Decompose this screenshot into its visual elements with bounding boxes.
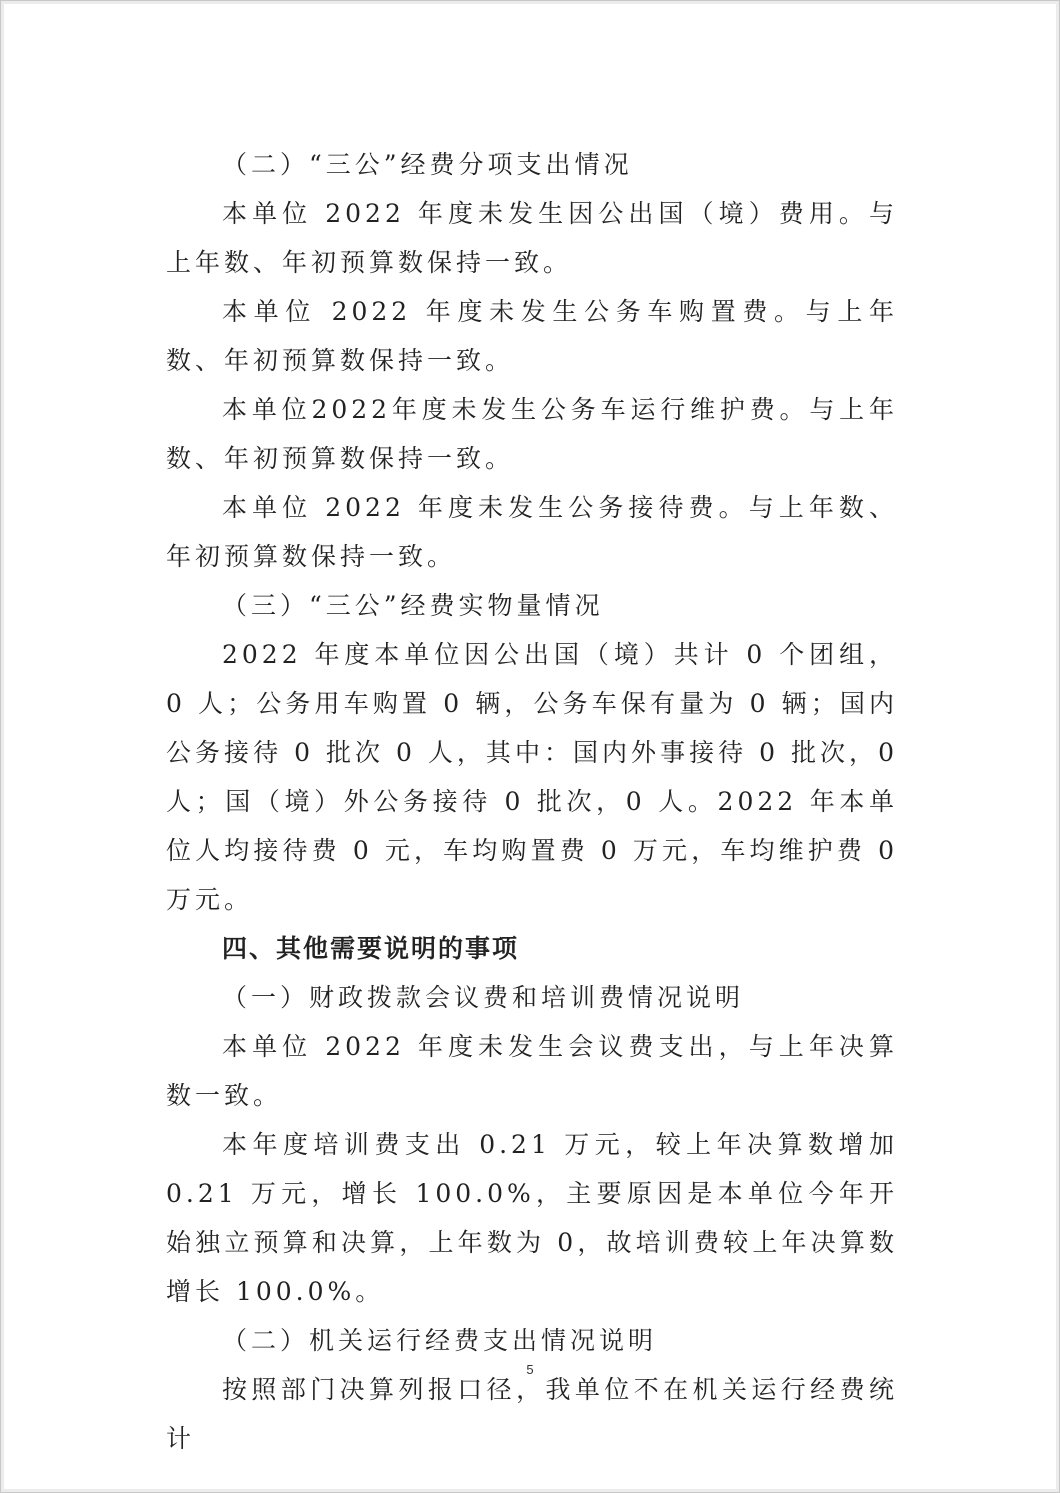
paragraph-vehicle-maintenance: 本单位2022年度未发生公务车运行维护费。与上年数、年初预算数保持一致。 [166,395,898,473]
section-heading-physical-quantity: （三）“三公”经费实物量情况 [222,591,604,620]
paragraph-meeting-fee: 本单位 2022 年度未发生会议费支出，与上年决算数一致。 [166,1032,898,1110]
section-heading-meeting-training: （一）财政拨款会议费和培训费情况说明 [222,983,745,1012]
section-heading-operating-expense: （二）机关运行经费支出情况说明 [222,1326,658,1355]
section-heading-three-public-items: （二）“三公”经费分项支出情况 [222,150,633,179]
paragraph-physical-quantity: 2022 年度本单位因公出国（境）共计 0 个团组，0 人；公务用车购置 0 辆，公务车保有量为 0 辆；国内公务接待 0 批次 0 人，其中：国内外事接待 0 批次，0 人；国（境）外公务接待 0 批次，0 人。2022 年本单位人均接待费 0 元，车均购置费 0 万元，车均维护费 0 万元。 [166,640,898,914]
document-body [166,140,898,1463]
page-number: 5 [526,1362,534,1377]
paragraph-vehicle-purchase: 本单位 2022 年度未发生公务车购置费。与上年数、年初预算数保持一致。 [166,297,898,375]
paragraph-official-reception: 本单位 2022 年度未发生公务接待费。与上年数、年初预算数保持一致。 [166,493,898,571]
section-heading-other-matters: 四、其他需要说明的事项 [222,934,520,963]
paragraph-operating-expense: 按照部门决算列报口径，我单位不在机关运行经费统计 [166,1375,898,1453]
paragraph-training-fee: 本年度培训费支出 0.21 万元，较上年决算数增加 0.21 万元，增长 100.0%，主要原因是本单位今年开始独立预算和决算，上年数为 0，故培训费较上年决算数增长 100.0%。 [166,1130,898,1306]
paragraph-overseas-travel: 本单位 2022 年度未发生因公出国（境）费用。与上年数、年初预算数保持一致。 [166,199,898,277]
